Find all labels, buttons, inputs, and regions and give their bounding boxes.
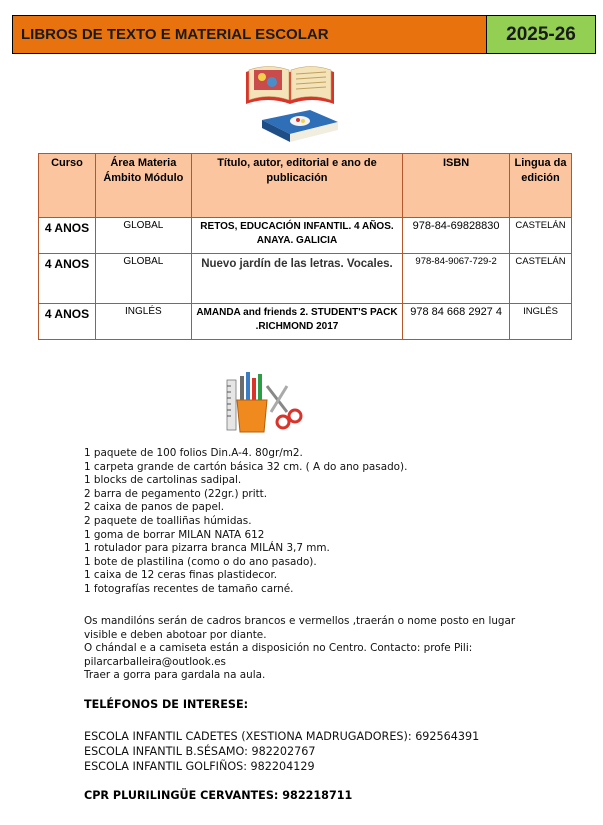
header-year-box <box>487 16 595 53</box>
list-item: 2 paquete de toalliñas húmidas. <box>84 514 252 527</box>
cell-curso: 4 ANOS <box>39 254 96 304</box>
supplies-list <box>84 447 407 597</box>
cell-curso: 4 ANOS <box>39 304 96 340</box>
phone-item: ESCOLA INFANTIL GOLFIÑOS: 982204129 <box>84 760 315 773</box>
books-icon <box>240 62 340 144</box>
cell-lang: INGLÉS <box>510 304 572 340</box>
list-item: 1 blocks de cartolinas sadipal. <box>84 474 242 487</box>
cpr-phone: CPR PLURILINGÜE CERVANTES: 982218711 <box>84 789 353 802</box>
note-tracksuit: O chándal e a camiseta están a disposición no Centro. Contacto: profe Pili: pilarcarballeira@outlook.es <box>84 642 473 668</box>
list-item: 2 barra de pegamento (22gr.) pritt. <box>84 487 268 500</box>
school-year: 2025-26 <box>506 23 576 45</box>
list-item: 1 carpeta grande de cartón básica 32 cm. ( A do ano pasado). <box>84 460 408 473</box>
cell-title: AMANDA and friends 2. STUDENT'S PACK .RICHMOND 2017 <box>191 304 402 340</box>
phones-list <box>84 729 479 774</box>
table-row <box>39 218 572 254</box>
header-area: Área Materia Ámbito Módulo <box>95 154 191 218</box>
header-isbn: ISBN <box>403 154 510 218</box>
school-supplies-icon <box>225 372 307 434</box>
phones-title: TELÉFONOS DE INTERESE: <box>84 698 249 711</box>
phone-item: ESCOLA INFANTIL CADETES (XESTIONA MADRUGADORES): 692564391 <box>84 730 480 743</box>
note-uniform: Os mandilóns serán de cadros brancos e vermellos ,traerán o nome posto en lugar visible e deben abotoar por diante. <box>84 615 516 641</box>
cell-lang: CASTELÁN <box>510 218 572 254</box>
cell-lang: CASTELÁN <box>510 254 572 304</box>
cell-isbn: 978-84-9067-729-2 <box>403 254 510 304</box>
phone-item: ESCOLA INFANTIL B.SÉSAMO: 982202767 <box>84 745 316 758</box>
cell-title: RETOS, EDUCACIÓN INFANTIL. 4 AÑOS. ANAYA. GALICIA <box>191 218 402 254</box>
table-row <box>39 304 572 340</box>
cell-area: GLOBAL <box>95 218 191 254</box>
cell-isbn: 978-84-69828830 <box>403 218 510 254</box>
header-title-box <box>13 16 487 53</box>
note-cap: Traer a gorra para gardala na aula. <box>84 669 266 682</box>
list-item: 1 rotulador para pizarra branca MILÁN 3,7 mm. <box>84 542 330 555</box>
list-item: 1 paquete de 100 folios Din.A-4. 80gr/m2. <box>84 447 303 459</box>
document-header <box>12 15 596 54</box>
table-row <box>39 254 572 304</box>
header-title: Título, autor, editorial e ano de publicación <box>191 154 402 218</box>
list-item: 1 bote de plastilina (como o do ano pasado). <box>84 555 317 568</box>
notes-section <box>84 615 524 683</box>
list-item: 1 caixa de 12 ceras finas plastidecor. <box>84 569 278 582</box>
cell-curso: 4 ANOS <box>39 218 96 254</box>
cell-area: GLOBAL <box>95 254 191 304</box>
cell-title: Nuevo jardín de las letras. Vocales. <box>191 254 402 304</box>
document-title: LIBROS DE TEXTO E MATERIAL ESCOLAR <box>21 26 329 43</box>
header-curso: Curso <box>39 154 96 218</box>
list-item: 1 fotografías recentes de tamaño carné. <box>84 582 294 595</box>
list-item: 2 caixa de panos de papel. <box>84 501 225 514</box>
header-lang: Lingua da edición <box>510 154 572 218</box>
cell-area: INGLÉS <box>95 304 191 340</box>
textbook-table <box>38 153 572 340</box>
list-item: 1 goma de borrar MILAN NATA 612 <box>84 528 265 541</box>
cell-isbn: 978 84 668 2927 4 <box>403 304 510 340</box>
